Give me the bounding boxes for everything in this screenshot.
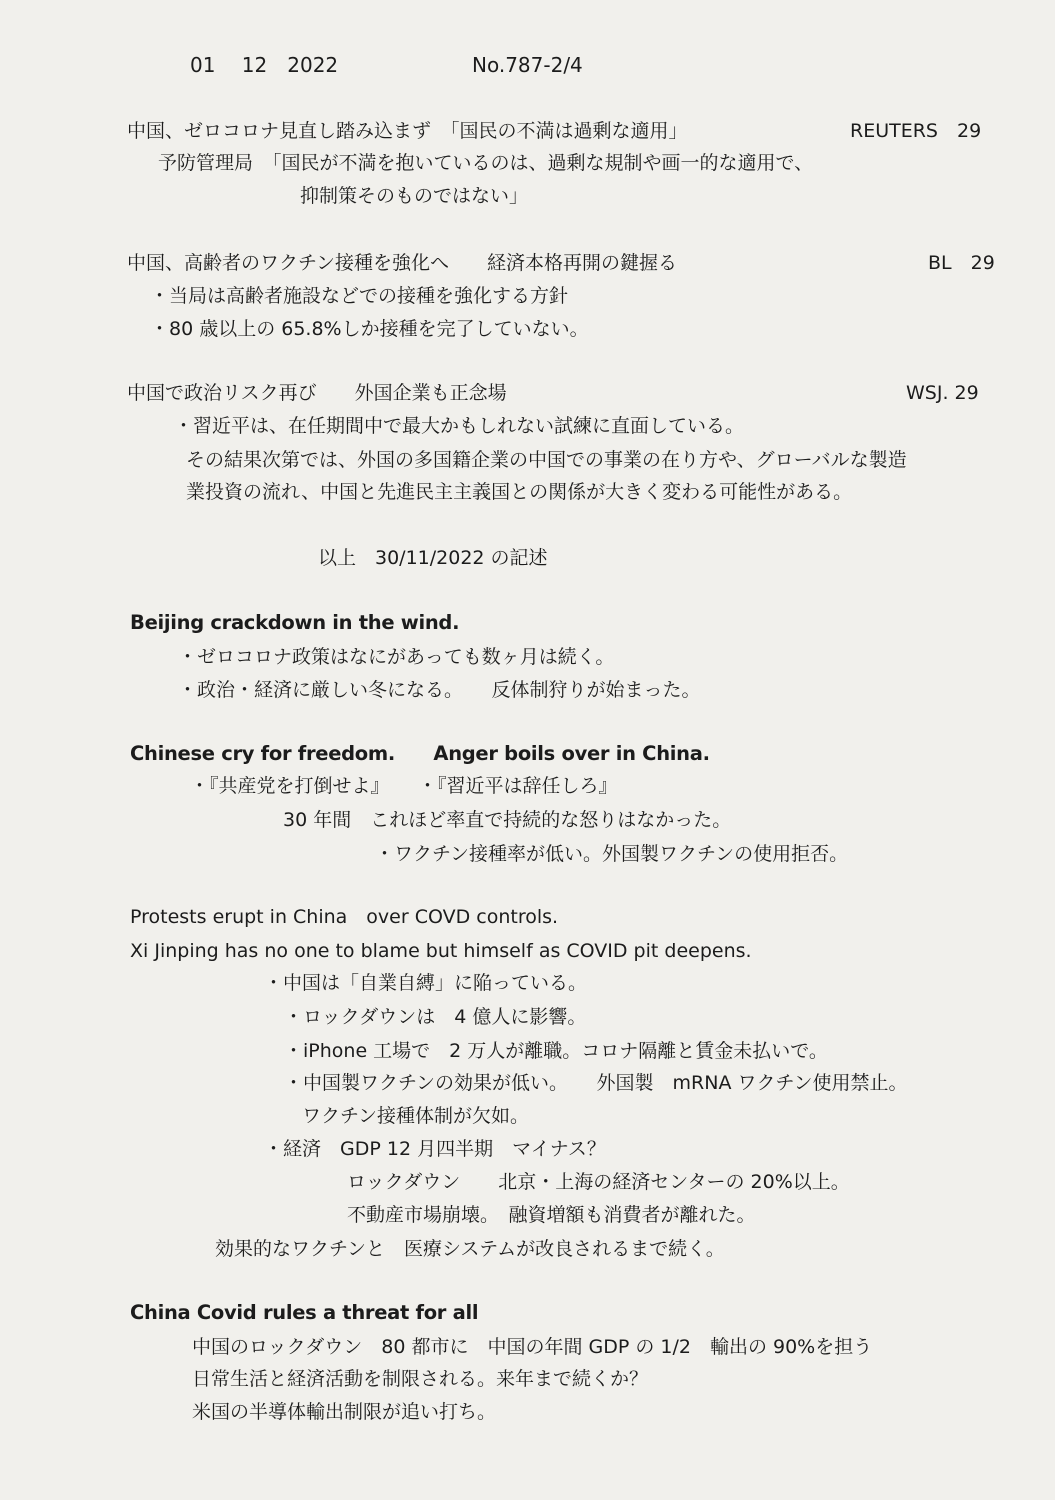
section-3-line-8: 不動産市場崩壊。 融資増額も消費者が離れた。 bbox=[347, 1204, 756, 1226]
article-1-title: 中国、ゼロコロナ見直し踏み込まず 「国民の不満は過剰な適用」 bbox=[127, 120, 688, 142]
section-2-line-3: ・ワクチン接種率が低い。外国製ワクチンの使用拒否。 bbox=[375, 843, 849, 865]
section-1-line-2: ・政治・経済に厳しい冬になる。 反体制狩りが始まった。 bbox=[178, 679, 701, 701]
article-3-line-1: ・習近平は、在任期間中で最大かもしれない試練に直面している。 bbox=[174, 415, 745, 437]
section-4-title: China Covid rules a threat for all bbox=[130, 1301, 479, 1324]
section-4-line-3: 米国の半導体輸出制限が追い打ち。 bbox=[192, 1401, 497, 1423]
divider-note: 以上 30/11/2022 の記述 bbox=[318, 547, 548, 569]
article-2-line-1: ・当局は高齢者施設などでの接種を強化する方針 bbox=[150, 285, 569, 307]
section-4-line-1: 中国のロックダウン 80 都市に 中国の年間 GDP の 1/2 輸出の 90%を担う bbox=[192, 1336, 873, 1358]
section-3-line-3: ・iPhone 工場で 2 万人が離職。コロナ隔離と賃金未払いで。 bbox=[284, 1040, 828, 1062]
article-1-line-2: 抑制策そのものではない」 bbox=[300, 185, 529, 207]
article-1-source: REUTERS 29 bbox=[850, 120, 982, 142]
section-2-line-1: ・『共産党を打倒せよ』 ・『習近平は辞任しろ』 bbox=[190, 775, 618, 797]
section-3-line-1: ・中国は「自業自縛」に陥っている。 bbox=[264, 972, 588, 994]
article-3-line-2: その結果次第では、外国の多国籍企業の中国での事業の在り方や、グローバルな製造 bbox=[186, 449, 907, 471]
section-3-line-2: ・ロックダウンは 4 億人に影響。 bbox=[284, 1006, 587, 1028]
article-3-title: 中国で政治リスク再び 外国企業も正念場 bbox=[127, 382, 507, 404]
section-3-line-9: 効果的なワクチンと 医療システムが改良されるまで続く。 bbox=[215, 1238, 725, 1260]
section-4-line-2: 日常生活と経済活動を制限される。来年まで続くか？ bbox=[192, 1368, 649, 1390]
section-1-title: Beijing crackdown in the wind. bbox=[130, 611, 460, 634]
date-line: 01 12 2022 bbox=[190, 53, 339, 77]
section-3-line-6: ・経済 GDP 12 月四半期 マイナス？ bbox=[264, 1138, 606, 1160]
section-2-title: Chinese cry for freedom. Anger boils over in China. bbox=[130, 742, 710, 765]
document-number: No.787-2/4 bbox=[472, 53, 583, 77]
section-3-line-4: ・中国製ワクチンの効果が低い。 外国製 mRNA ワクチン使用禁止。 bbox=[284, 1072, 908, 1094]
article-2-source: BL 29 bbox=[928, 252, 995, 274]
article-2-title: 中国、高齢者のワクチン接種を強化へ 経済本格再開の鍵握る bbox=[127, 252, 678, 274]
article-3-source: WSJ. 29 bbox=[906, 382, 979, 404]
article-3-line-3: 業投資の流れ、中国と先進民主主義国との関係が大きく変わる可能性がある。 bbox=[186, 481, 853, 503]
article-2-line-2: ・80 歳以上の 65.8%しか接種を完了していない。 bbox=[150, 318, 589, 340]
section-3-title-2: Xi Jinping has no one to blame but himself as COVID pit deepens. bbox=[130, 940, 752, 962]
article-1-line-1: 予防管理局 「国民が不満を抱いているのは、過剰な規制や画一的な適用で、 bbox=[158, 152, 814, 174]
section-3-title-1: Protests erupt in China over COVD controls. bbox=[130, 906, 559, 928]
section-2-line-2: 30 年間 これほど率直で持続的な怒りはなかった。 bbox=[283, 809, 732, 831]
section-3-line-5: ワクチン接種体制が欠如。 bbox=[302, 1105, 530, 1127]
section-3-line-7: ロックダウン 北京・上海の経済センターの 20%以上。 bbox=[347, 1171, 850, 1193]
section-1-line-1: ・ゼロコロナ政策はなにがあっても数ヶ月は続く。 bbox=[178, 646, 615, 668]
